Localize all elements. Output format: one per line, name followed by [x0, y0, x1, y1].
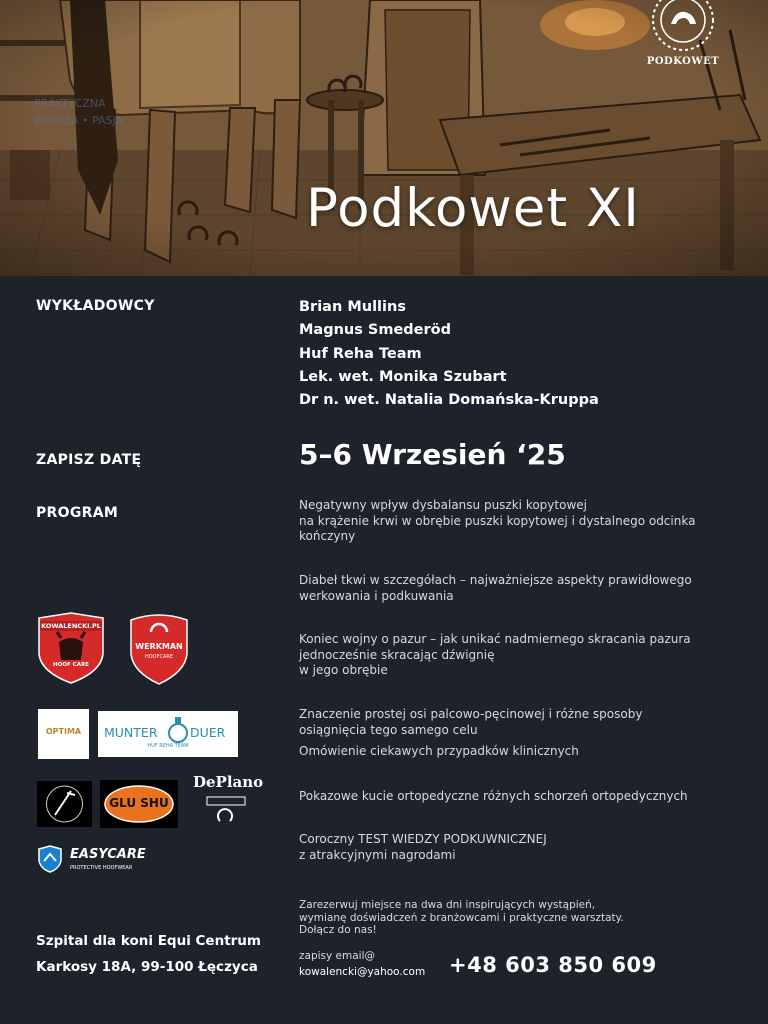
- event-title: Podkowet XI: [306, 178, 640, 239]
- easycare-logo[interactable]: [37, 845, 155, 875]
- program-item-line: na krążenie krwi w obrębie puszki kopytowej i dystalnego odcinka: [299, 513, 696, 528]
- deplano-logo[interactable]: [193, 771, 264, 831]
- program-item-line: Pokazowe kucie ortopedyczne różnych schorzeń ortopedycznych: [299, 789, 688, 803]
- lecturers-label: WYKŁADOWCY: [36, 298, 155, 314]
- lecturer-name: Huf Reha Team: [299, 345, 422, 362]
- hero-watermark: [34, 96, 123, 129]
- program-item-line: osiągnięcia tego samego celu: [299, 722, 478, 737]
- kowalencki-top-text: KOWALENCKI.PL: [41, 622, 101, 630]
- watermark-line: WIEDZA • PASJA: [34, 113, 124, 127]
- program-item: [299, 789, 719, 805]
- logo-wordmark: PODKOWET: [646, 56, 720, 67]
- closing-line: Zarezerwuj miejsce na dwa dni inspirujących wystąpień,: [299, 899, 596, 911]
- horse-sketch-icon: [37, 781, 92, 827]
- easycare-shield-icon: [37, 845, 63, 873]
- munter-flask-icon: [167, 715, 189, 745]
- easycare-sub-text: PROTECTIVE HOOFWEAR: [70, 865, 133, 871]
- closing-line: wymianę doświadczeń z branżowcami i praktyczne warsztaty.: [299, 911, 624, 924]
- program-item-line: Diabeł tkwi w szczegółach – najważniejsze aspekty prawidłowego: [299, 573, 692, 587]
- deplano-text: DePlano: [193, 773, 264, 791]
- horse-sketch-logo[interactable]: [37, 781, 92, 827]
- phone-number[interactable]: +48 603 850 609: [449, 953, 657, 977]
- program-item-line: Negatywny wpływ dysbalansu puszki kopytowej: [299, 498, 587, 512]
- program-item-line: Omówienie ciekawych przypadków klinicznych: [299, 744, 579, 758]
- program-item: [299, 744, 719, 760]
- program-item: [299, 832, 719, 863]
- kowalencki-bottom-text: HOOF CARE: [53, 662, 89, 668]
- event-date: 5–6 Wrzesień ‘25: [299, 438, 566, 471]
- munter-duer-logo[interactable]: [98, 711, 238, 757]
- podkowet-logo: [640, 0, 726, 72]
- program-item-line: werkowania i podkuwania: [299, 588, 454, 603]
- munter-text: MUNTER: [104, 725, 158, 740]
- optima-text: OPTIMA: [45, 727, 82, 736]
- werkman-logo[interactable]: [129, 612, 189, 686]
- kowalencki-logo[interactable]: [37, 612, 105, 684]
- duer-text: DUER: [190, 725, 226, 740]
- closing-line: Dołącz do nas!: [299, 924, 377, 936]
- munter-sub-text: HUF REHA TEAM: [147, 743, 189, 749]
- lecturers-list: [299, 296, 599, 412]
- save-date-label: ZAPISZ DATĘ: [36, 452, 142, 468]
- lecturer-name: Magnus Smederöd: [299, 322, 452, 339]
- lecturer-name: Dr n. wet. Natalia Domańska-Kruppa: [299, 392, 599, 409]
- program-item: [299, 498, 719, 545]
- venue-address: Karkosy 18A, 99-100 Łęczyca: [36, 959, 258, 975]
- horseshoe-seal-icon: [640, 0, 726, 56]
- optima-logo[interactable]: [38, 709, 89, 759]
- deplano-emblem-icon: [205, 795, 247, 829]
- program-item-line: Koniec wojny o pazur – jak unikać nadmiernego skracania pazura: [299, 632, 691, 646]
- werkman-top-text: WERKMAN: [135, 642, 183, 651]
- lecturer-name: Lek. wet. Monika Szubart: [299, 368, 507, 385]
- email-label: zapisy email@: [299, 950, 376, 962]
- glu-shu-text: GLU SHU: [109, 796, 169, 810]
- watermark-line: PRAKTYCZNA: [34, 97, 106, 110]
- program-item: [299, 707, 719, 738]
- glu-shu-logo[interactable]: [100, 780, 178, 828]
- program-item-line: Znaczenie prostej osi palcowo-pęcinowej i różne sposoby: [299, 707, 643, 721]
- program-item-line: jednocześnie skracając dźwignię: [299, 647, 495, 662]
- program-item: [299, 573, 719, 604]
- program-item-line: z atrakcyjnymi nagrodami: [299, 847, 456, 862]
- lecturer-name: Brian Mullins: [299, 299, 406, 315]
- hero-banner: [0, 0, 768, 276]
- program-item-line: Coroczny TEST WIEDZY PODKUWNICZNEJ: [299, 832, 547, 846]
- program-item-line: kończyny: [299, 529, 356, 543]
- program-item: [299, 632, 719, 679]
- email-address[interactable]: kowalencki@yahoo.com: [299, 966, 426, 978]
- easycare-text: EASYCARE: [70, 847, 146, 862]
- closing-invitation: [299, 899, 624, 937]
- venue-name: Szpital dla koni Equi Centrum: [36, 933, 261, 949]
- program-item-line: w jego obrębie: [299, 663, 388, 677]
- program-label: PROGRAM: [36, 505, 119, 521]
- werkman-bottom-text: HOOFCARE: [144, 654, 174, 660]
